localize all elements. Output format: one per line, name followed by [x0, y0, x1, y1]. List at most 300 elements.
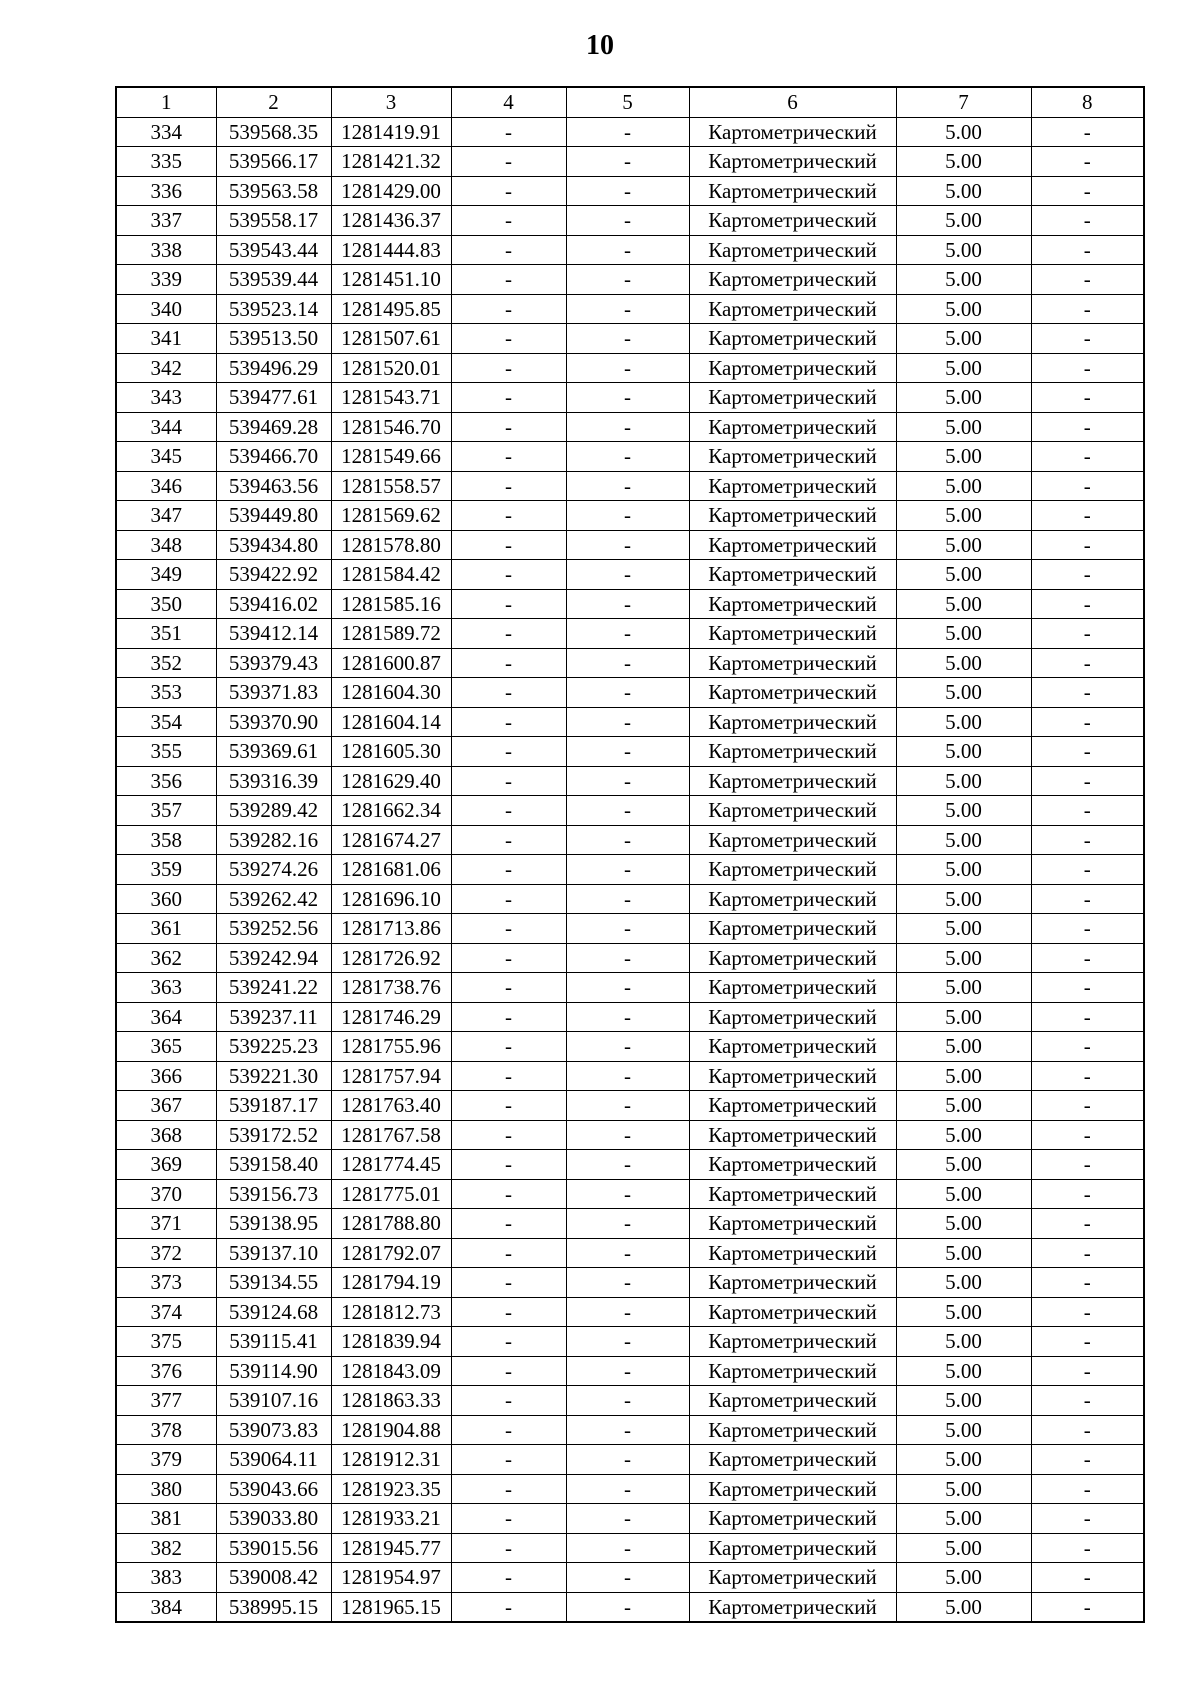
- x-coordinate-cell: 539187.17: [216, 1091, 331, 1121]
- y-coordinate-cell: 1281746.29: [331, 1002, 451, 1032]
- point-number-cell: 348: [116, 530, 216, 560]
- table-row: [116, 943, 1144, 973]
- table-row: [116, 855, 1144, 885]
- point-number-cell: 362: [116, 943, 216, 973]
- column-5-cell: -: [566, 1150, 689, 1180]
- column-5-cell: -: [566, 560, 689, 590]
- x-coordinate-cell: 539523.14: [216, 294, 331, 324]
- table-row: [116, 884, 1144, 914]
- column-5-cell: -: [566, 766, 689, 796]
- table-row: [116, 117, 1144, 147]
- method-cell: Картометрический: [689, 1386, 896, 1416]
- y-coordinate-cell: 1281923.35: [331, 1474, 451, 1504]
- method-cell: Картометрический: [689, 1533, 896, 1563]
- table-row: [116, 1297, 1144, 1327]
- point-number-cell: 358: [116, 825, 216, 855]
- y-coordinate-cell: 1281600.87: [331, 648, 451, 678]
- column-8-cell: -: [1031, 825, 1144, 855]
- accuracy-cell: 5.00: [896, 1533, 1031, 1563]
- column-8-cell: -: [1031, 501, 1144, 531]
- table-row: [116, 589, 1144, 619]
- x-coordinate-cell: 539412.14: [216, 619, 331, 649]
- method-cell: Картометрический: [689, 560, 896, 590]
- column-4-cell: -: [451, 1061, 566, 1091]
- x-coordinate-cell: 539033.80: [216, 1504, 331, 1534]
- y-coordinate-cell: 1281792.07: [331, 1238, 451, 1268]
- accuracy-cell: 5.00: [896, 1238, 1031, 1268]
- column-4-cell: -: [451, 206, 566, 236]
- column-4-cell: -: [451, 176, 566, 206]
- column-8-cell: -: [1031, 1563, 1144, 1593]
- column-5-cell: -: [566, 117, 689, 147]
- column-8-cell: -: [1031, 619, 1144, 649]
- coordinates-table: [115, 86, 1145, 1623]
- column-4-cell: -: [451, 1297, 566, 1327]
- y-coordinate-cell: 1281726.92: [331, 943, 451, 973]
- point-number-cell: 372: [116, 1238, 216, 1268]
- column-5-cell: -: [566, 648, 689, 678]
- accuracy-cell: 5.00: [896, 1120, 1031, 1150]
- x-coordinate-cell: 539172.52: [216, 1120, 331, 1150]
- column-5-cell: -: [566, 1445, 689, 1475]
- column-8-cell: -: [1031, 737, 1144, 767]
- method-cell: Картометрический: [689, 530, 896, 560]
- point-number-cell: 359: [116, 855, 216, 885]
- column-8-cell: -: [1031, 1150, 1144, 1180]
- accuracy-cell: 5.00: [896, 914, 1031, 944]
- y-coordinate-cell: 1281421.32: [331, 147, 451, 177]
- accuracy-cell: 5.00: [896, 412, 1031, 442]
- column-5-cell: -: [566, 943, 689, 973]
- y-coordinate-cell: 1281696.10: [331, 884, 451, 914]
- column-5-cell: -: [566, 176, 689, 206]
- x-coordinate-cell: 539289.42: [216, 796, 331, 826]
- column-header: 7: [896, 87, 1031, 117]
- table-row: [116, 648, 1144, 678]
- accuracy-cell: 5.00: [896, 471, 1031, 501]
- method-cell: Картометрический: [689, 825, 896, 855]
- y-coordinate-cell: 1281965.15: [331, 1592, 451, 1622]
- table-row: [116, 442, 1144, 472]
- x-coordinate-cell: 539134.55: [216, 1268, 331, 1298]
- column-8-cell: -: [1031, 914, 1144, 944]
- column-5-cell: -: [566, 1268, 689, 1298]
- column-8-cell: -: [1031, 560, 1144, 590]
- table-row: [116, 1209, 1144, 1239]
- column-5-cell: -: [566, 265, 689, 295]
- x-coordinate-cell: 539221.30: [216, 1061, 331, 1091]
- column-4-cell: -: [451, 855, 566, 885]
- page-number: 10: [586, 30, 614, 61]
- accuracy-cell: 5.00: [896, 206, 1031, 236]
- method-cell: Картометрический: [689, 648, 896, 678]
- column-4-cell: -: [451, 1268, 566, 1298]
- table-row: [116, 294, 1144, 324]
- column-5-cell: -: [566, 471, 689, 501]
- table-row: [116, 825, 1144, 855]
- point-number-cell: 378: [116, 1415, 216, 1445]
- column-5-cell: -: [566, 1415, 689, 1445]
- y-coordinate-cell: 1281436.37: [331, 206, 451, 236]
- column-8-cell: -: [1031, 884, 1144, 914]
- column-5-cell: -: [566, 1091, 689, 1121]
- point-number-cell: 341: [116, 324, 216, 354]
- table-row: [116, 796, 1144, 826]
- table-row: [116, 530, 1144, 560]
- table-row: [116, 1002, 1144, 1032]
- y-coordinate-cell: 1281589.72: [331, 619, 451, 649]
- x-coordinate-cell: 539043.66: [216, 1474, 331, 1504]
- method-cell: Картометрический: [689, 678, 896, 708]
- point-number-cell: 374: [116, 1297, 216, 1327]
- point-number-cell: 338: [116, 235, 216, 265]
- column-4-cell: -: [451, 796, 566, 826]
- accuracy-cell: 5.00: [896, 176, 1031, 206]
- x-coordinate-cell: 539477.61: [216, 383, 331, 413]
- column-8-cell: -: [1031, 206, 1144, 236]
- accuracy-cell: 5.00: [896, 265, 1031, 295]
- column-4-cell: -: [451, 1386, 566, 1416]
- column-8-cell: -: [1031, 412, 1144, 442]
- column-5-cell: -: [566, 678, 689, 708]
- column-4-cell: -: [451, 442, 566, 472]
- accuracy-cell: 5.00: [896, 707, 1031, 737]
- column-4-cell: -: [451, 471, 566, 501]
- table-row: [116, 914, 1144, 944]
- x-coordinate-cell: 539107.16: [216, 1386, 331, 1416]
- table-row: [116, 1061, 1144, 1091]
- column-4-cell: -: [451, 1563, 566, 1593]
- table-row: [116, 678, 1144, 708]
- point-number-cell: 380: [116, 1474, 216, 1504]
- table-row: [116, 265, 1144, 295]
- point-number-cell: 334: [116, 117, 216, 147]
- column-4-cell: -: [451, 943, 566, 973]
- column-5-cell: -: [566, 353, 689, 383]
- x-coordinate-cell: 539543.44: [216, 235, 331, 265]
- column-8-cell: -: [1031, 353, 1144, 383]
- table-row: [116, 176, 1144, 206]
- column-4-cell: -: [451, 737, 566, 767]
- column-8-cell: -: [1031, 1415, 1144, 1445]
- column-5-cell: -: [566, 1504, 689, 1534]
- column-4-cell: -: [451, 530, 566, 560]
- y-coordinate-cell: 1281681.06: [331, 855, 451, 885]
- accuracy-cell: 5.00: [896, 973, 1031, 1003]
- point-number-cell: 340: [116, 294, 216, 324]
- point-number-cell: 360: [116, 884, 216, 914]
- y-coordinate-cell: 1281584.42: [331, 560, 451, 590]
- accuracy-cell: 5.00: [896, 530, 1031, 560]
- y-coordinate-cell: 1281419.91: [331, 117, 451, 147]
- column-header: 8: [1031, 87, 1144, 117]
- x-coordinate-cell: 539558.17: [216, 206, 331, 236]
- x-coordinate-cell: 539449.80: [216, 501, 331, 531]
- method-cell: Картометрический: [689, 1032, 896, 1062]
- table-row: [116, 471, 1144, 501]
- method-cell: Картометрический: [689, 471, 896, 501]
- method-cell: Картометрический: [689, 796, 896, 826]
- y-coordinate-cell: 1281495.85: [331, 294, 451, 324]
- table-row: [116, 707, 1144, 737]
- accuracy-cell: 5.00: [896, 1150, 1031, 1180]
- y-coordinate-cell: 1281578.80: [331, 530, 451, 560]
- column-4-cell: -: [451, 353, 566, 383]
- y-coordinate-cell: 1281662.34: [331, 796, 451, 826]
- column-4-cell: -: [451, 560, 566, 590]
- accuracy-cell: 5.00: [896, 147, 1031, 177]
- y-coordinate-cell: 1281546.70: [331, 412, 451, 442]
- point-number-cell: 354: [116, 707, 216, 737]
- x-coordinate-cell: 539156.73: [216, 1179, 331, 1209]
- column-5-cell: -: [566, 530, 689, 560]
- column-8-cell: -: [1031, 589, 1144, 619]
- column-8-cell: -: [1031, 1179, 1144, 1209]
- accuracy-cell: 5.00: [896, 619, 1031, 649]
- column-4-cell: -: [451, 117, 566, 147]
- method-cell: Картометрический: [689, 766, 896, 796]
- accuracy-cell: 5.00: [896, 1061, 1031, 1091]
- x-coordinate-cell: 539469.28: [216, 412, 331, 442]
- y-coordinate-cell: 1281767.58: [331, 1120, 451, 1150]
- table-row: [116, 383, 1144, 413]
- table-row: [116, 206, 1144, 236]
- point-number-cell: 382: [116, 1533, 216, 1563]
- method-cell: Картометрический: [689, 1592, 896, 1622]
- column-4-cell: -: [451, 1445, 566, 1475]
- y-coordinate-cell: 1281839.94: [331, 1327, 451, 1357]
- x-coordinate-cell: 539563.58: [216, 176, 331, 206]
- accuracy-cell: 5.00: [896, 1445, 1031, 1475]
- point-number-cell: 357: [116, 796, 216, 826]
- column-5-cell: -: [566, 1474, 689, 1504]
- y-coordinate-cell: 1281794.19: [331, 1268, 451, 1298]
- accuracy-cell: 5.00: [896, 766, 1031, 796]
- method-cell: Картометрический: [689, 383, 896, 413]
- column-4-cell: -: [451, 147, 566, 177]
- column-5-cell: -: [566, 1297, 689, 1327]
- accuracy-cell: 5.00: [896, 1032, 1031, 1062]
- column-4-cell: -: [451, 914, 566, 944]
- column-header: 6: [689, 87, 896, 117]
- method-cell: Картометрический: [689, 943, 896, 973]
- table-row: [116, 1563, 1144, 1593]
- column-header: 2: [216, 87, 331, 117]
- y-coordinate-cell: 1281713.86: [331, 914, 451, 944]
- method-cell: Картометрический: [689, 442, 896, 472]
- y-coordinate-cell: 1281604.14: [331, 707, 451, 737]
- accuracy-cell: 5.00: [896, 855, 1031, 885]
- column-4-cell: -: [451, 766, 566, 796]
- column-5-cell: -: [566, 1002, 689, 1032]
- y-coordinate-cell: 1281863.33: [331, 1386, 451, 1416]
- column-8-cell: -: [1031, 1120, 1144, 1150]
- column-4-cell: -: [451, 412, 566, 442]
- column-4-cell: -: [451, 1327, 566, 1357]
- table-row: [116, 1474, 1144, 1504]
- table-row: [116, 1386, 1144, 1416]
- point-number-cell: 351: [116, 619, 216, 649]
- column-5-cell: -: [566, 383, 689, 413]
- accuracy-cell: 5.00: [896, 884, 1031, 914]
- accuracy-cell: 5.00: [896, 1091, 1031, 1121]
- column-8-cell: -: [1031, 1268, 1144, 1298]
- y-coordinate-cell: 1281520.01: [331, 353, 451, 383]
- method-cell: Картометрический: [689, 1061, 896, 1091]
- column-4-cell: -: [451, 619, 566, 649]
- point-number-cell: 342: [116, 353, 216, 383]
- method-cell: Картометрический: [689, 294, 896, 324]
- column-4-cell: -: [451, 825, 566, 855]
- point-number-cell: 350: [116, 589, 216, 619]
- point-number-cell: 375: [116, 1327, 216, 1357]
- column-4-cell: -: [451, 1091, 566, 1121]
- column-8-cell: -: [1031, 117, 1144, 147]
- method-cell: Картометрический: [689, 501, 896, 531]
- table-row: [116, 766, 1144, 796]
- x-coordinate-cell: 539262.42: [216, 884, 331, 914]
- table-row: [116, 1091, 1144, 1121]
- method-cell: Картометрический: [689, 1474, 896, 1504]
- accuracy-cell: 5.00: [896, 442, 1031, 472]
- y-coordinate-cell: 1281738.76: [331, 973, 451, 1003]
- accuracy-cell: 5.00: [896, 117, 1031, 147]
- table-row: [116, 1268, 1144, 1298]
- y-coordinate-cell: 1281912.31: [331, 1445, 451, 1475]
- method-cell: Картометрический: [689, 1356, 896, 1386]
- column-8-cell: -: [1031, 1238, 1144, 1268]
- column-header: 4: [451, 87, 566, 117]
- point-number-cell: 343: [116, 383, 216, 413]
- point-number-cell: 346: [116, 471, 216, 501]
- column-5-cell: -: [566, 973, 689, 1003]
- accuracy-cell: 5.00: [896, 501, 1031, 531]
- point-number-cell: 370: [116, 1179, 216, 1209]
- column-4-cell: -: [451, 501, 566, 531]
- table-row: [116, 235, 1144, 265]
- accuracy-cell: 5.00: [896, 589, 1031, 619]
- column-8-cell: -: [1031, 648, 1144, 678]
- point-number-cell: 365: [116, 1032, 216, 1062]
- method-cell: Картометрический: [689, 176, 896, 206]
- y-coordinate-cell: 1281558.57: [331, 471, 451, 501]
- point-number-cell: 381: [116, 1504, 216, 1534]
- accuracy-cell: 5.00: [896, 353, 1031, 383]
- column-4-cell: -: [451, 973, 566, 1003]
- column-header: 3: [331, 87, 451, 117]
- point-number-cell: 355: [116, 737, 216, 767]
- column-8-cell: -: [1031, 235, 1144, 265]
- table-row: [116, 501, 1144, 531]
- column-5-cell: -: [566, 1563, 689, 1593]
- x-coordinate-cell: 539316.39: [216, 766, 331, 796]
- method-cell: Картометрический: [689, 1238, 896, 1268]
- table-row: [116, 1445, 1144, 1475]
- column-8-cell: -: [1031, 383, 1144, 413]
- method-cell: Картометрический: [689, 1268, 896, 1298]
- column-8-cell: -: [1031, 324, 1144, 354]
- column-4-cell: -: [451, 884, 566, 914]
- point-number-cell: 356: [116, 766, 216, 796]
- point-number-cell: 383: [116, 1563, 216, 1593]
- accuracy-cell: 5.00: [896, 825, 1031, 855]
- table-row: [116, 1150, 1144, 1180]
- method-cell: Картометрический: [689, 914, 896, 944]
- y-coordinate-cell: 1281904.88: [331, 1415, 451, 1445]
- method-cell: Картометрический: [689, 206, 896, 236]
- accuracy-cell: 5.00: [896, 1386, 1031, 1416]
- method-cell: Картометрический: [689, 265, 896, 295]
- accuracy-cell: 5.00: [896, 796, 1031, 826]
- column-5-cell: -: [566, 619, 689, 649]
- column-4-cell: -: [451, 1504, 566, 1534]
- method-cell: Картометрический: [689, 1327, 896, 1357]
- method-cell: Картометрический: [689, 589, 896, 619]
- column-8-cell: -: [1031, 147, 1144, 177]
- table-body: [116, 117, 1144, 1622]
- table-row: [116, 973, 1144, 1003]
- point-number-cell: 352: [116, 648, 216, 678]
- x-coordinate-cell: 539114.90: [216, 1356, 331, 1386]
- column-5-cell: -: [566, 825, 689, 855]
- accuracy-cell: 5.00: [896, 1327, 1031, 1357]
- column-5-cell: -: [566, 294, 689, 324]
- x-coordinate-cell: 539138.95: [216, 1209, 331, 1239]
- method-cell: Картометрический: [689, 1563, 896, 1593]
- column-5-cell: -: [566, 796, 689, 826]
- column-4-cell: -: [451, 1209, 566, 1239]
- x-coordinate-cell: 539015.56: [216, 1533, 331, 1563]
- column-4-cell: -: [451, 1356, 566, 1386]
- x-coordinate-cell: 539124.68: [216, 1297, 331, 1327]
- x-coordinate-cell: 539379.43: [216, 648, 331, 678]
- accuracy-cell: 5.00: [896, 560, 1031, 590]
- y-coordinate-cell: 1281757.94: [331, 1061, 451, 1091]
- x-coordinate-cell: 539137.10: [216, 1238, 331, 1268]
- column-8-cell: -: [1031, 766, 1144, 796]
- y-coordinate-cell: 1281451.10: [331, 265, 451, 295]
- column-5-cell: -: [566, 1592, 689, 1622]
- x-coordinate-cell: 539369.61: [216, 737, 331, 767]
- y-coordinate-cell: 1281605.30: [331, 737, 451, 767]
- column-8-cell: -: [1031, 1386, 1144, 1416]
- method-cell: Картометрический: [689, 324, 896, 354]
- column-4-cell: -: [451, 383, 566, 413]
- x-coordinate-cell: 539513.50: [216, 324, 331, 354]
- column-8-cell: -: [1031, 176, 1144, 206]
- point-number-cell: 377: [116, 1386, 216, 1416]
- point-number-cell: 353: [116, 678, 216, 708]
- table-row: [116, 1032, 1144, 1062]
- column-5-cell: -: [566, 1356, 689, 1386]
- x-coordinate-cell: 539237.11: [216, 1002, 331, 1032]
- y-coordinate-cell: 1281755.96: [331, 1032, 451, 1062]
- column-header: 1: [116, 87, 216, 117]
- point-number-cell: 336: [116, 176, 216, 206]
- column-8-cell: -: [1031, 1445, 1144, 1475]
- accuracy-cell: 5.00: [896, 1209, 1031, 1239]
- y-coordinate-cell: 1281549.66: [331, 442, 451, 472]
- point-number-cell: 367: [116, 1091, 216, 1121]
- point-number-cell: 345: [116, 442, 216, 472]
- point-number-cell: 339: [116, 265, 216, 295]
- y-coordinate-cell: 1281429.00: [331, 176, 451, 206]
- column-5-cell: -: [566, 1179, 689, 1209]
- y-coordinate-cell: 1281812.73: [331, 1297, 451, 1327]
- x-coordinate-cell: 539496.29: [216, 353, 331, 383]
- column-8-cell: -: [1031, 471, 1144, 501]
- column-8-cell: -: [1031, 294, 1144, 324]
